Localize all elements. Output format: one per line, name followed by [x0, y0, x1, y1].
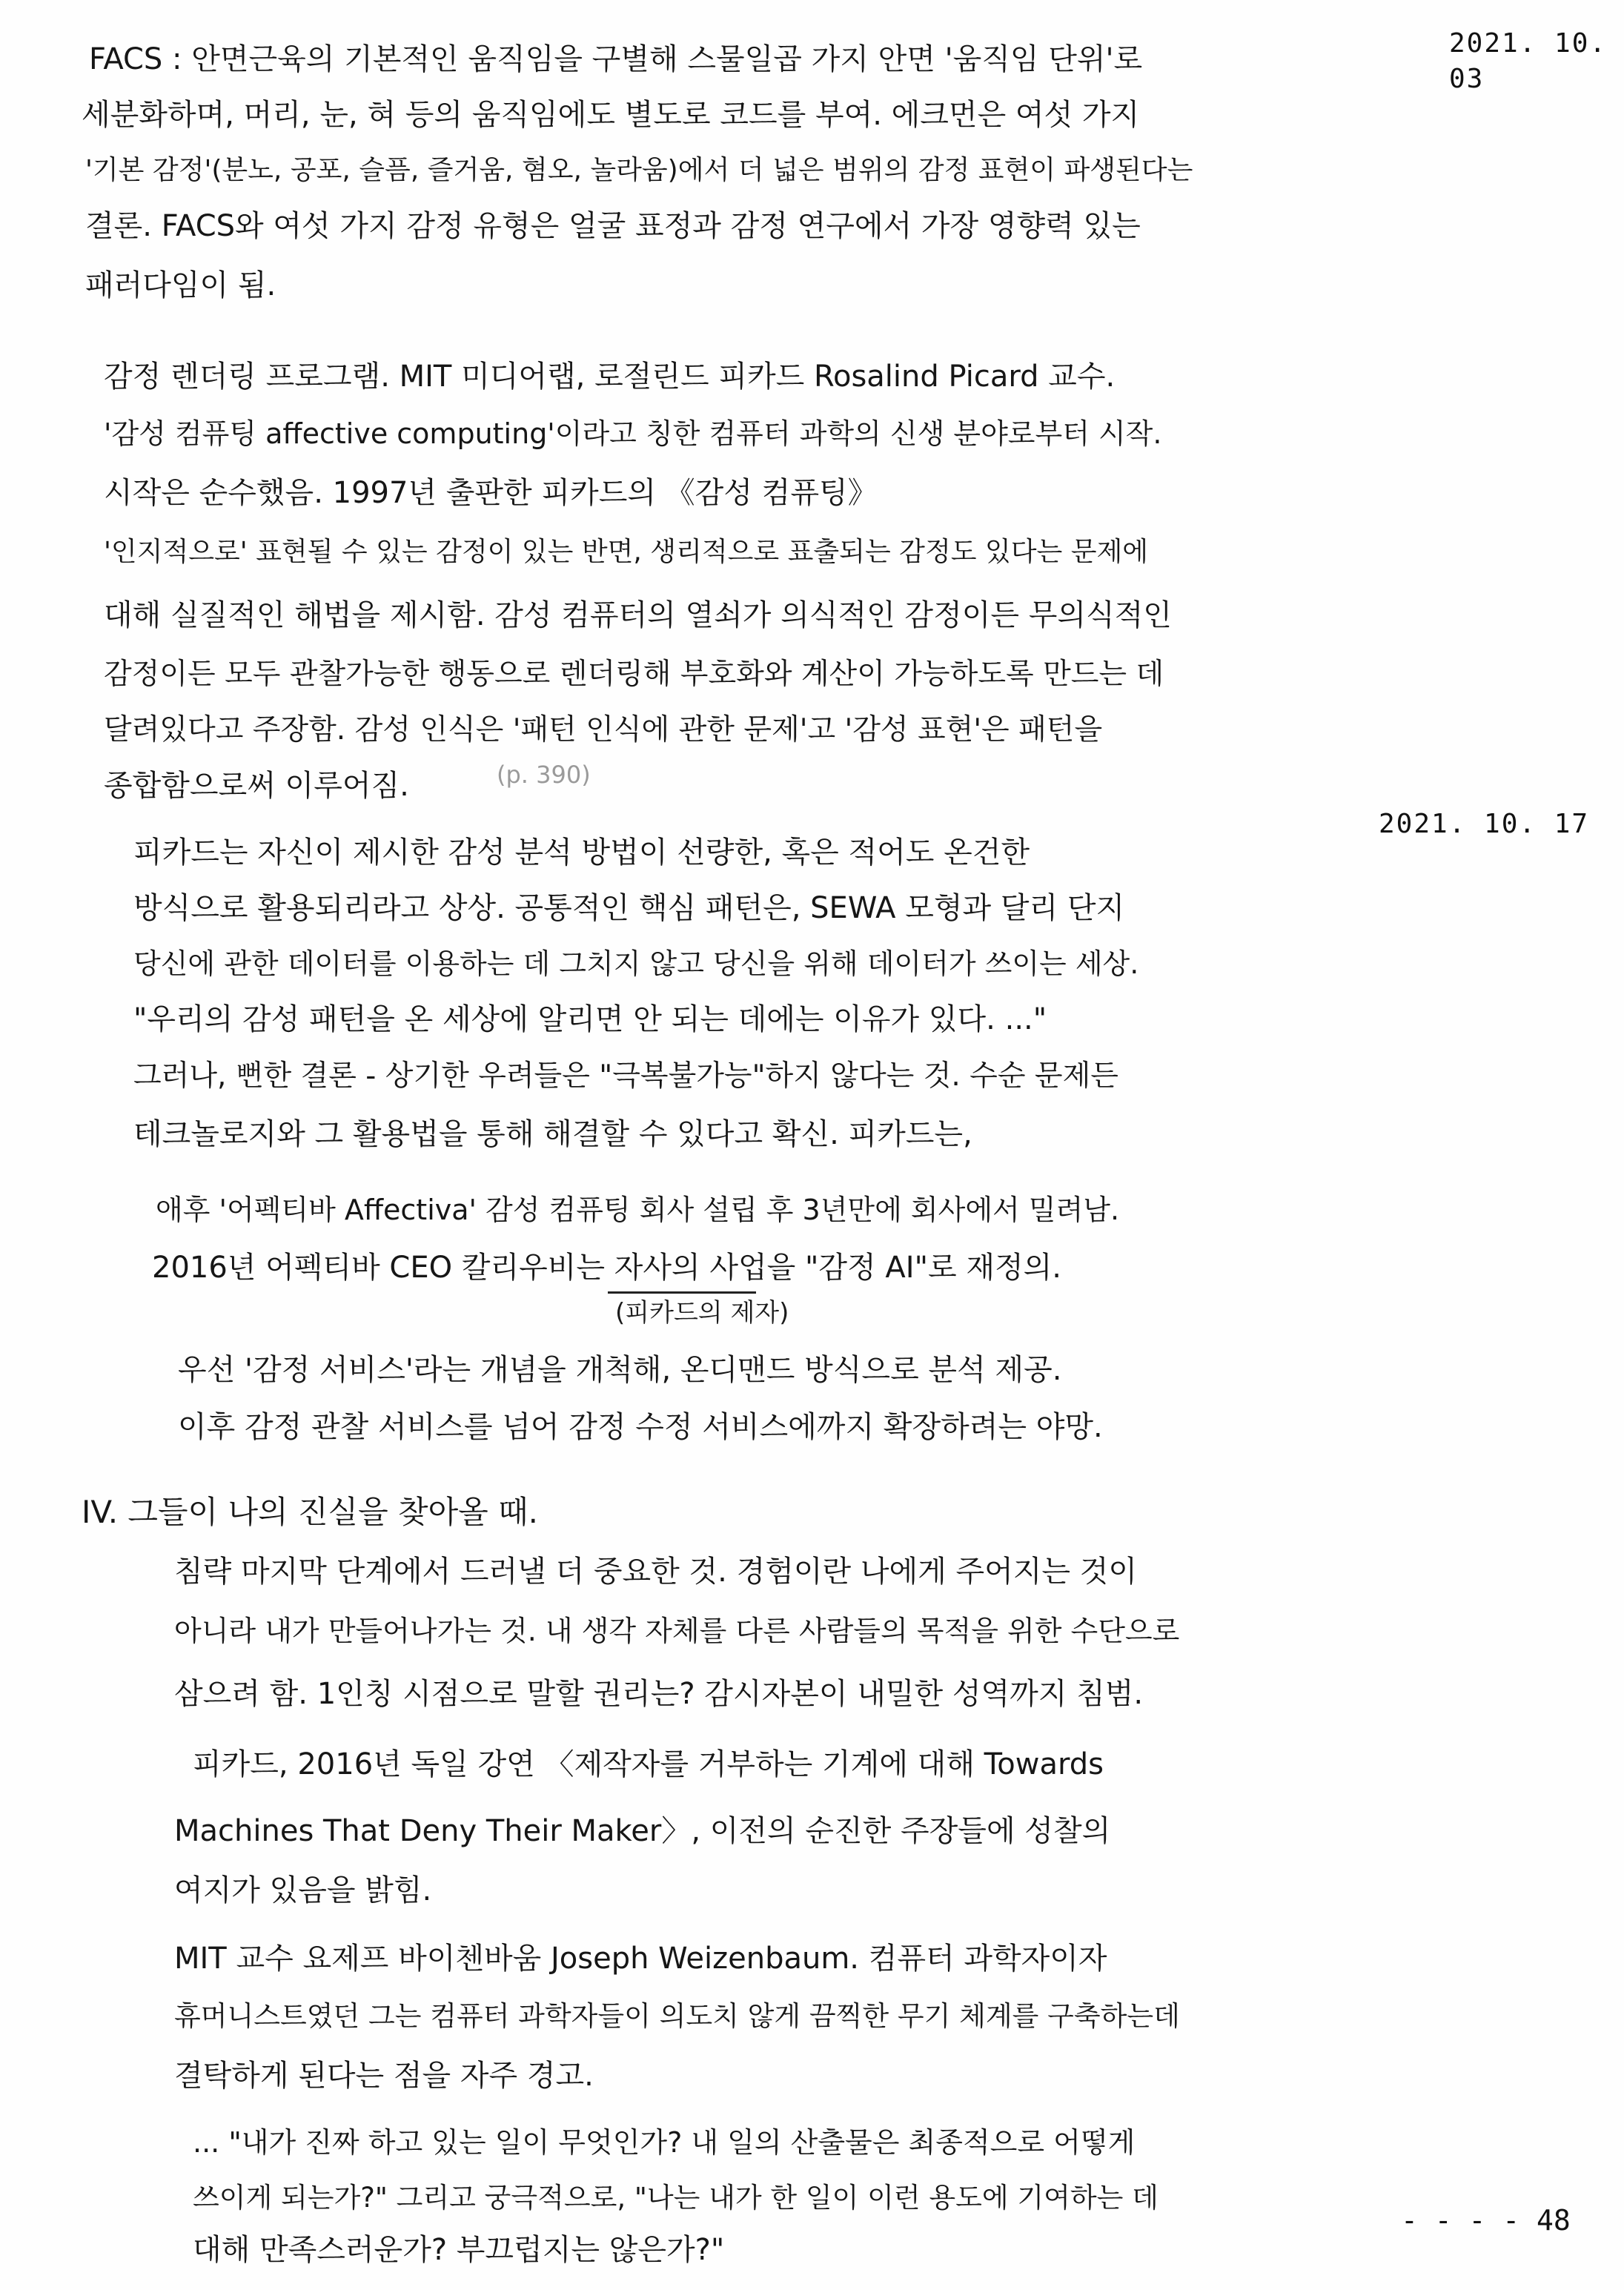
- text-line: 세분화하며, 머리, 눈, 혀 등의 움직임에도 별도로 코드를 부여. 에크먼은 여섯 가지: [82, 98, 1140, 132]
- text-line: '기본 감정'(분노, 공포, 슬픔, 즐거움, 혐오, 놀라움)에서 더 넓은 범위의 감정 표현이 파생된다는: [85, 155, 1193, 185]
- text-line: 달려있다고 주장함. 감성 인식은 '패턴 인식에 관한 문제'고 '감성 표현'은 패턴을: [104, 713, 1103, 747]
- text-line: "우리의 감성 패턴을 온 세상에 알리면 안 되는 데에는 이유가 있다. ...": [133, 1002, 1047, 1036]
- section-title: IV. 그들이 나의 진실을 찾아올 때.: [82, 1494, 539, 1530]
- text-line: 대해 만족스러운가? 부끄럽지는 않은가?": [193, 2233, 725, 2267]
- underline-mark: [608, 1291, 756, 1294]
- page-reference-note: (p. 390): [497, 761, 591, 789]
- page-number: - - - - 48: [1401, 2204, 1571, 2237]
- text-line: 애후 '어펙티바 Affectiva' 감성 컴퓨팅 회사 설립 후 3년만에 회사에서 밀려남.: [156, 1194, 1120, 1226]
- text-line: 아니라 내가 만들어나가는 것. 내 생각 자체를 다른 사람들의 목적을 위한 수단으로: [174, 1615, 1180, 1647]
- text-line: 대해 실질적인 해법을 제시함. 감성 컴퓨터의 열쇠가 의식적인 감정이든 무의식적인: [104, 598, 1172, 632]
- text-line: 패러다임이 됨.: [85, 268, 276, 302]
- text-line: 삼으려 함. 1인칭 시점으로 말할 권리는? 감시자본이 내밀한 성역까지 침범.: [174, 1677, 1144, 1711]
- text-line: 테크놀로지와 그 활용법을 통해 해결할 수 있다고 확신. 피카드는,: [133, 1117, 972, 1151]
- text-line: 피카드, 2016년 독일 강연 〈제작자를 거부하는 기계에 대해 Towards: [193, 1747, 1104, 1781]
- text-line: 여지가 있음을 밝힘.: [174, 1873, 432, 1907]
- text-line: ... "내가 진짜 하고 있는 일이 무엇인가? 내 일의 산출물은 최종적으로 어떻게: [193, 2126, 1136, 2159]
- text-line: 방식으로 활용되리라고 상상. 공통적인 핵심 패턴은, SEWA 모형과 달리 단지: [133, 891, 1125, 925]
- text-line: Machines That Deny Their Maker〉, 이전의 순진한 주장들에 성찰의: [174, 1814, 1111, 1848]
- text-line: 우선 '감정 서비스'라는 개념을 개척해, 온디맨드 방식으로 분석 제공.: [178, 1353, 1062, 1387]
- annotation-note: (피카드의 제자): [615, 1298, 789, 1328]
- text-line: 시작은 순수했음. 1997년 출판한 피카드의 《감성 컴퓨팅》: [104, 476, 878, 510]
- text-line: 침략 마지막 단계에서 드러낼 더 중요한 것. 경험이란 나에게 주어지는 것이: [174, 1555, 1138, 1589]
- text-line: 휴머니스트였던 그는 컴퓨터 과학자들이 의도치 않게 끔찍한 무기 체계를 구축하는데: [174, 2000, 1180, 2032]
- text-line: 결론. FACS와 여섯 가지 감정 유형은 얼굴 표정과 감정 연구에서 가장 영향력 있는: [85, 209, 1141, 243]
- date-heading-second: 2021. 10. 17: [1379, 809, 1590, 839]
- text-line: 그러나, 뻔한 결론 - 상기한 우려들은 "극복불가능"하지 않다는 것. 수순 문제든: [133, 1059, 1118, 1093]
- text-line: '감성 컴퓨팅 affective computing'이라고 칭한 컴퓨터 과학의 신생 분야로부터 시작.: [104, 417, 1162, 450]
- text-line: 쓰이게 되는가?" 그리고 궁극적으로, "나는 내가 한 일이 이런 용도에 기여하는 데: [193, 2182, 1159, 2214]
- text-line: 감정이든 모두 관찰가능한 행동으로 렌더링해 부호화와 계산이 가능하도록 만드는 데: [104, 658, 1164, 691]
- text-line: '인지적으로' 표현될 수 있는 감정이 있는 반면, 생리적으로 표출되는 감정도 있다는 문제에: [104, 537, 1149, 567]
- text-line: FACS : 안면근육의 기본적인 움직임을 구별해 스물일곱 가지 안면 '움직임 단위'로: [89, 42, 1143, 76]
- text-line: 이후 감정 관찰 서비스를 넘어 감정 수정 서비스에까지 확장하려는 야망.: [178, 1410, 1103, 1444]
- text-line: 결탁하게 된다는 점을 자주 경고.: [174, 2059, 594, 2093]
- text-line: 당신에 관한 데이터를 이용하는 데 그치지 않고 당신을 위해 데이터가 쓰이는 세상.: [133, 947, 1139, 980]
- text-line: MIT 교수 요제프 바이첸바움 Joseph Weizenbaum. 컴퓨터 과학자이자: [174, 1942, 1107, 1976]
- text-line: 종합함으로써 이루어짐.: [104, 769, 409, 803]
- date-heading-first: 2021. 10. 03: [1449, 28, 1608, 94]
- text-line: 2016년 어펙티바 CEO 칼리우비는 자사의 사업을 "감정 AI"로 재정의.: [152, 1251, 1061, 1285]
- text-line: 피카드는 자신이 제시한 감성 분석 방법이 선량한, 혹은 적어도 온건한: [133, 835, 1030, 870]
- text-line: 감정 렌더링 프로그램. MIT 미디어랩, 로절린드 피카드 Rosalind Picard 교수.: [104, 360, 1116, 394]
